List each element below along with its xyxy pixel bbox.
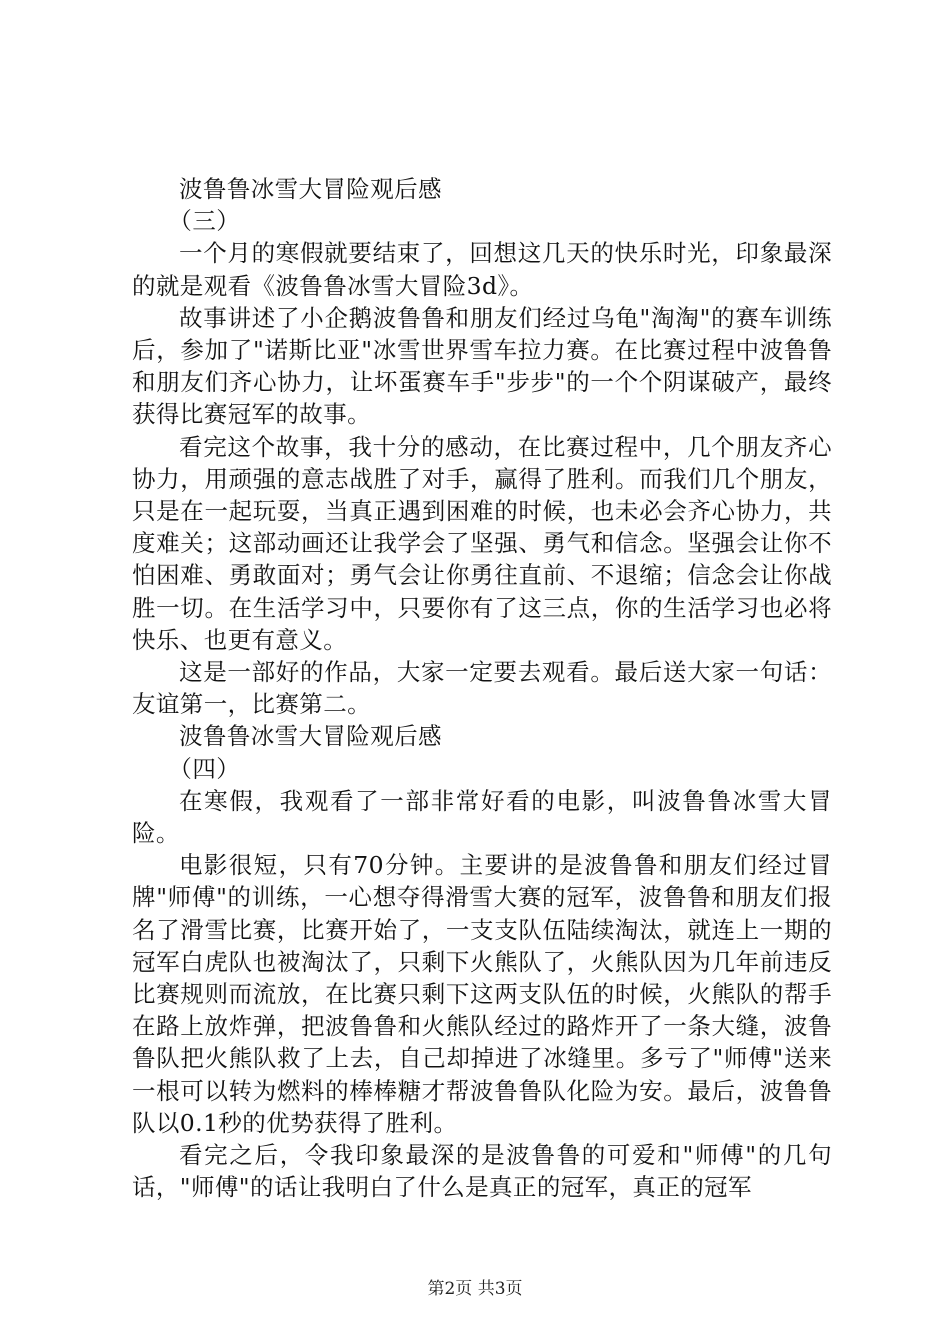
paragraph: 看完之后，令我印象最深的是波鲁鲁的可爱和"师傅"的几句话，"师傅"的话让我明白了什么是真正的冠军，真正的冠军	[132, 1141, 832, 1202]
essay-title: 波鲁鲁冰雪大冒险观后感	[179, 722, 442, 751]
page-footer: 第2页 共3页	[427, 1279, 523, 1299]
essay-title: 波鲁鲁冰雪大冒险观后感	[179, 175, 442, 203]
paragraph: 在寒假，我观看了一部非常好看的电影，叫波鲁鲁冰雪大冒险。	[132, 786, 832, 848]
paragraph: 看完这个故事，我十分的感动，在比赛过程中，几个朋友齐心协力，用顽强的意志战胜了对手，赢得了胜利。而我们几个朋友，只是在一起玩耍，当真正遇到困难的时候，也未必会齐心协力，共度难关；这部动画还让我学会了坚强、勇气和信念。坚强会让你不怕困难、勇敢面对；勇气会让你勇往直前、不退缩；信念会让你战胜一切。在生活学习中，只要你有了这三点，你的生活学习也必将快乐、也更有意义。	[132, 432, 832, 654]
document-body	[132, 173, 832, 1204]
paragraph: 故事讲述了小企鹅波鲁鲁和朋友们经过乌龟"淘淘"的赛车训练后，参加了"诺斯比亚"冰雪世界雪车拉力赛。在比赛过程中波鲁鲁和朋友们齐心协力，让坏蛋赛车手"步步"的一个个阴谋破产，最终获得比赛冠军的故事。	[132, 303, 832, 429]
section-number: （三）	[168, 207, 241, 236]
paragraph: 电影很短，只有70分钟。主要讲的是波鲁鲁和朋友们经过冒牌"师傅"的训练，一心想夺得滑雪大赛的冠军，波鲁鲁和朋友们报名了滑雪比赛，比赛开始了，一支支队伍陆续淘汰，就连上一期的冠军白虎队也被淘汰了，只剩下火熊队了，火熊队因为几年前违反比赛规则而流放，在比赛只剩下这两支队伍的时候，火熊队的帮手在路上放炸弹，把波鲁鲁和火熊队经过的路炸开了一条大缝，波鲁鲁队把火熊队救了上去，自己却掉进了冰缝里。多亏了"师傅"送来一根可以转为燃料的棒棒糖才帮波鲁鲁队化险为安。最后，波鲁鲁队以0.1秒的优势获得了胜利。	[132, 851, 832, 1137]
section-number: （四）	[168, 754, 241, 783]
paragraph: 一个月的寒假就要结束了，回想这几天的快乐时光，印象最深的就是观看《波鲁鲁冰雪大冒险3d》。	[132, 239, 832, 300]
paragraph: 这是一部好的作品，大家一定要去观看。最后送大家一句话：友谊第一，比赛第二。	[132, 658, 832, 719]
